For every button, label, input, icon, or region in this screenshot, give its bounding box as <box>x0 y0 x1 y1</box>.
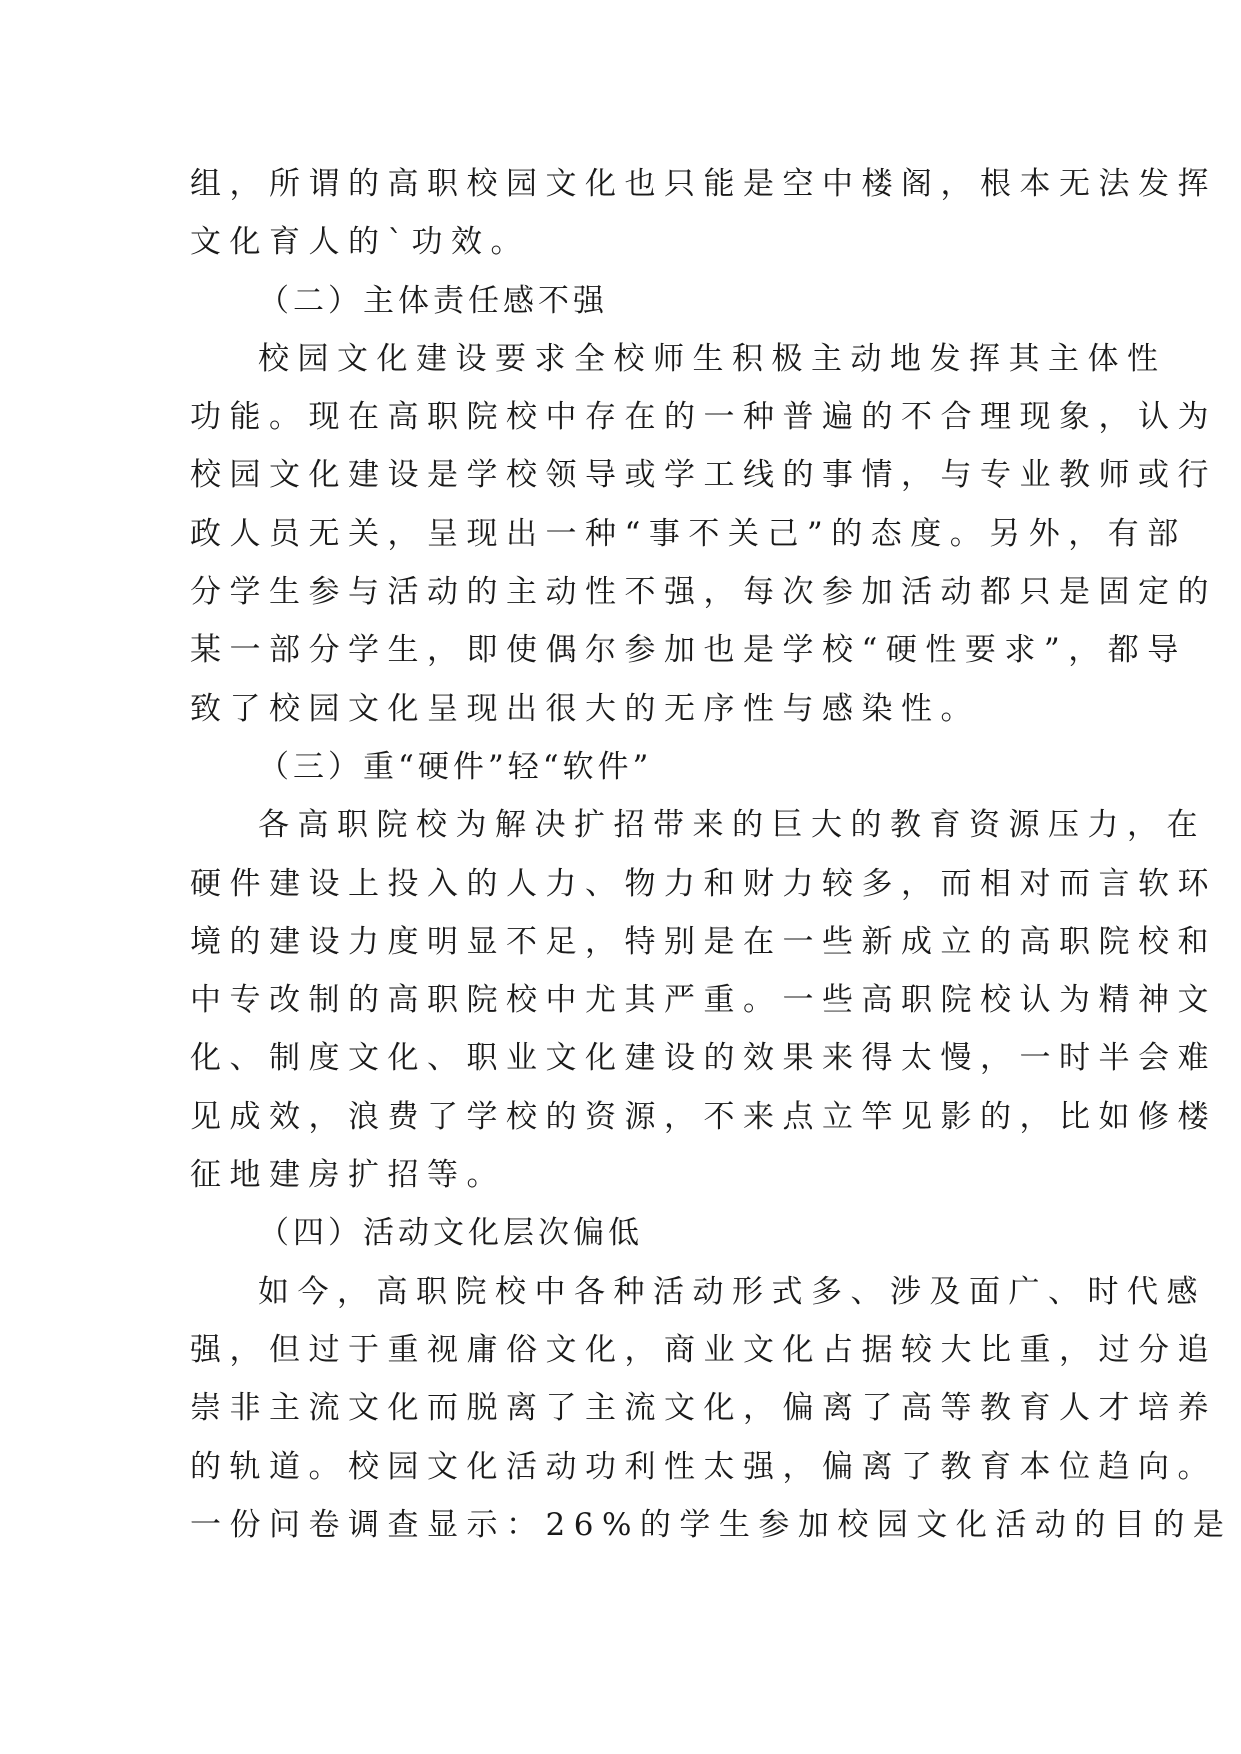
text-line: 硬件建设上投入的人力、物力和财力较多，而相对而言软环 <box>190 865 1217 902</box>
section-heading: （三）重“硬件”轻“软件” <box>258 748 653 785</box>
text-line: 强，但过于重视庸俗文化，商业文化占据较大比重，过分追 <box>190 1331 1217 1368</box>
text-line: 功能。现在高职院校中存在的一种普遍的不合理现象，认为 <box>190 399 1217 436</box>
text-line: 致了校园文化呈现出很大的无序性与感染性。 <box>190 690 980 727</box>
section-heading: （四）活动文化层次偏低 <box>258 1215 643 1252</box>
text-line: 见成效，浪费了学校的资源，不来点立竿见影的，比如修楼 <box>190 1098 1217 1135</box>
paragraph-first-line: 如今，高职院校中各种活动形式多、涉及面广、时代感 <box>258 1273 1206 1310</box>
text-line: 校园文化建设是学校领导或学工线的事情，与专业教师或行 <box>190 457 1217 494</box>
text-line: 某一部分学生，即使偶尔参加也是学校“硬性要求”，都导 <box>190 632 1187 669</box>
text-line: 化、制度文化、职业文化建设的效果来得太慢，一时半会难 <box>190 1040 1217 1077</box>
paragraph-first-line: 各高职院校为解决扩招带来的巨大的教育资源压力，在 <box>258 807 1206 844</box>
section-heading: （二）主体责任感不强 <box>258 282 608 319</box>
text-line: 的轨道。校园文化活动功利性太强，偏离了教育本位趋向。 <box>190 1448 1217 1485</box>
text-line: 组，所谓的高职校园文化也只能是空中楼阁，根本无法发挥 <box>190 166 1217 202</box>
text-line: 文化育人的`功效。 <box>190 224 530 261</box>
text-line: 中专改制的高职院校中尤其严重。一些高职院校认为精神文 <box>190 982 1217 1019</box>
text-line: 境的建设力度明显不足，特别是在一些新成立的高职院校和 <box>190 923 1217 960</box>
text-line: 崇非主流文化而脱离了主流文化，偏离了高等教育人才培养 <box>190 1390 1217 1427</box>
text-line: 一份问卷调查显示：26%的学生参加校园文化活动的目的是 <box>190 1506 1233 1543</box>
text-line: 征地建房扩招等。 <box>190 1157 506 1194</box>
text-line: 政人员无关，呈现出一种“事不关己”的态度。另外，有部 <box>190 515 1187 552</box>
body-text <box>190 155 1233 1554</box>
text-line: 分学生参与活动的主动性不强，每次参加活动都只是固定的 <box>190 574 1217 611</box>
paragraph-first-line: 校园文化建设要求全校师生积极主动地发挥其主体性 <box>258 340 1167 377</box>
